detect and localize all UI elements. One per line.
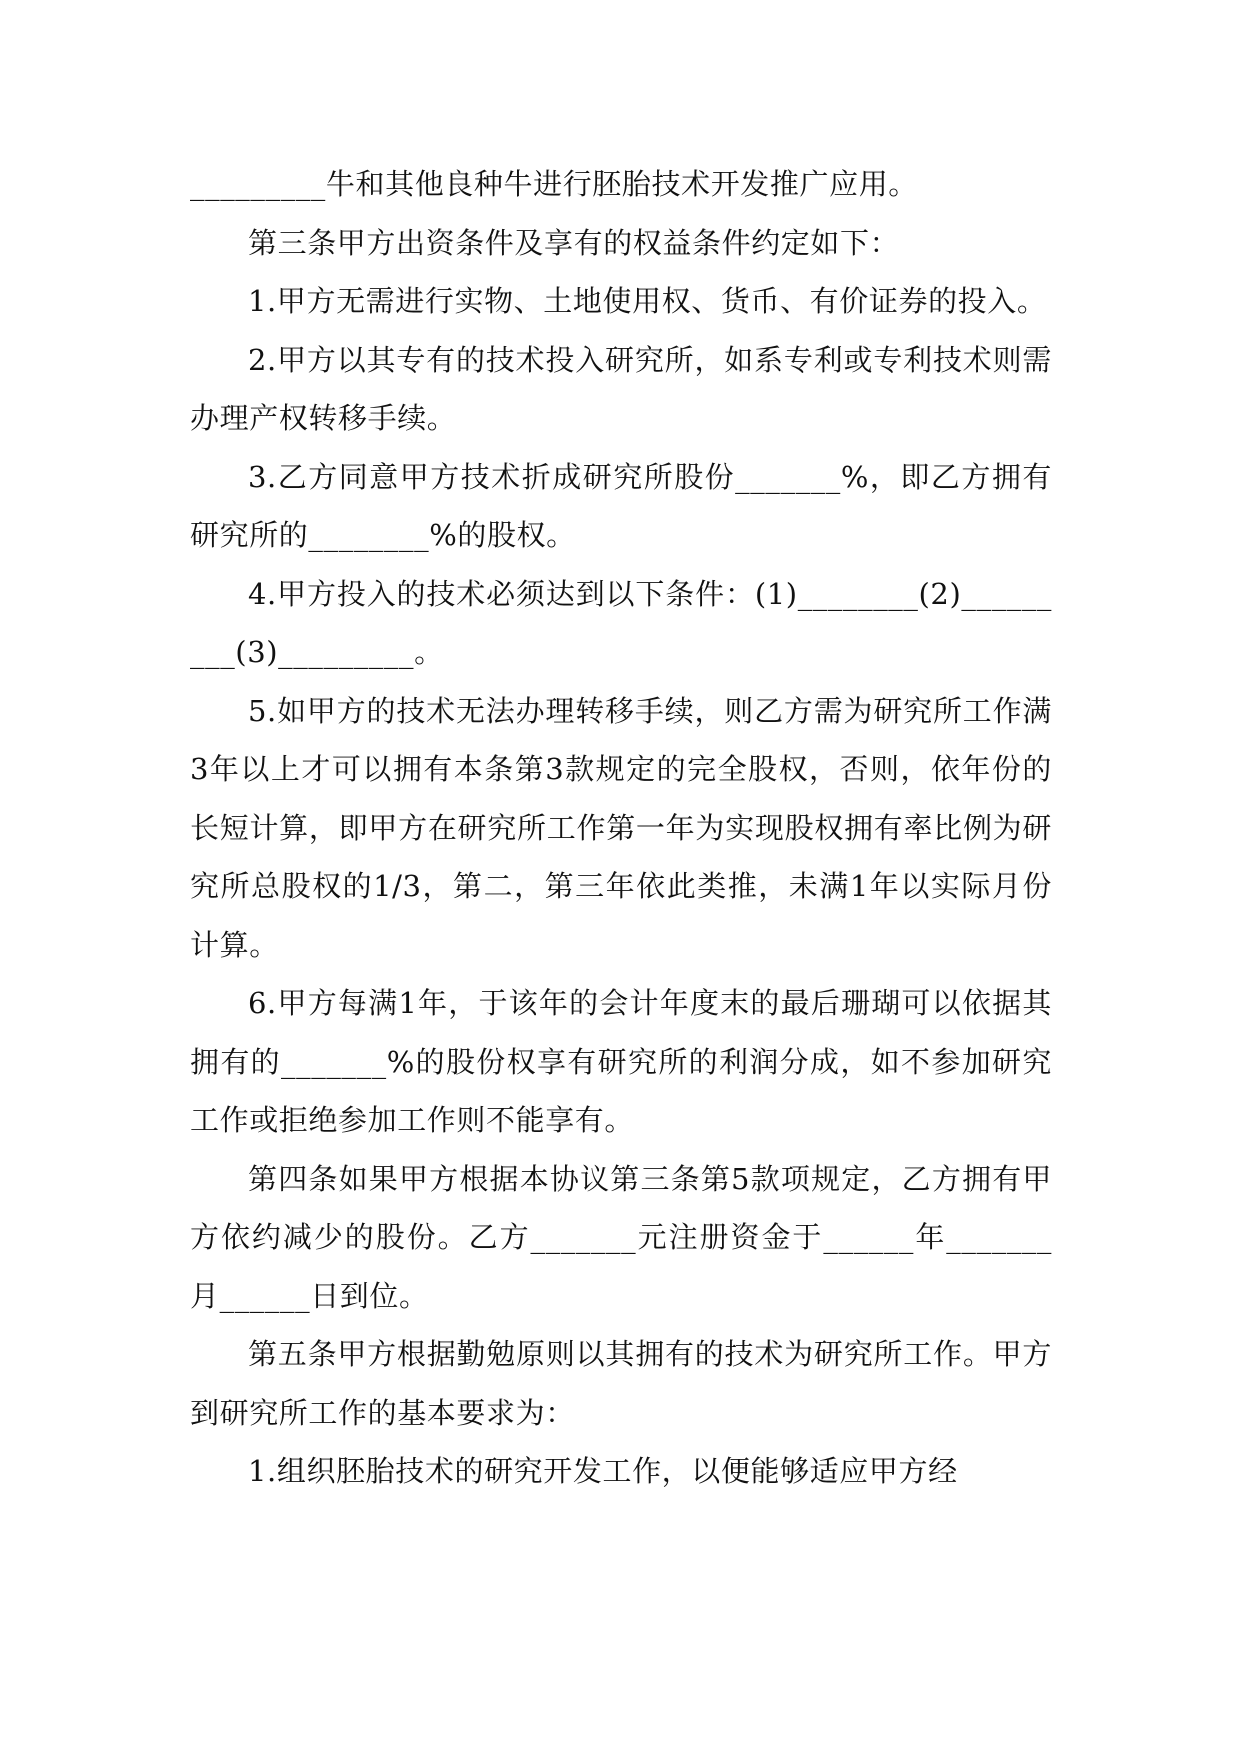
paragraph-article-5: 第五条甲方根据勤勉原则以其拥有的技术为研究所工作。甲方到研究所工作的基本要求为：: [190, 1337, 1052, 1430]
paragraph-article-5-item-1: 1.组织胚胎技术的研究开发工作，以便能够适应甲方经: [248, 1454, 958, 1488]
paragraph-article-3-item-3: 3.乙方同意甲方技术折成研究所股份_______%，即乙方拥有研究所的________%的股权。: [190, 459, 1052, 552]
paragraph-continuation: _________牛和其他良种牛进行胚胎技术开发推广应用。: [190, 167, 918, 201]
paragraph-article-3-item-4: 4.甲方投入的技术必须达到以下条件：(1)________(2)_________(3)_________。: [190, 576, 1052, 669]
paragraph-article-3-item-6: 6.甲方每满1年，于该年的会计年度末的最后珊瑚可以依据其拥有的_______%的股份权享有研究所的利润分成，如不参加研究工作或拒绝参加工作则不能享有。: [190, 986, 1052, 1137]
paragraph-article-3-item-2: 2.甲方以其专有的技术投入研究所，如系专利或专利技术则需办理产权转移手续。: [190, 342, 1052, 435]
paragraph-article-3: 第三条甲方出资条件及享有的权益条件约定如下：: [248, 225, 900, 260]
paragraph-article-3-item-1: 1.甲方无需进行实物、土地使用权、货币、有价证券的投入。: [248, 284, 1047, 318]
paragraph-article-3-item-5: 5.如甲方的技术无法办理转移手续，则乙方需为研究所工作满3年以上才可以拥有本条第3款规定的完全股权，否则，依年份的长短计算，即甲方在研究所工作第一年为实现股权拥有率比例为研究所总股权的1/3，第二，第三年依此类推，未满1年以实际月份计算。: [190, 693, 1052, 962]
paragraph-article-4: 第四条如果甲方根据本协议第三条第5款项规定，乙方拥有甲方依约减少的股份。乙方_______元注册资金于______年_______月______日到位。: [190, 1161, 1052, 1313]
document-body: [190, 155, 1052, 1501]
